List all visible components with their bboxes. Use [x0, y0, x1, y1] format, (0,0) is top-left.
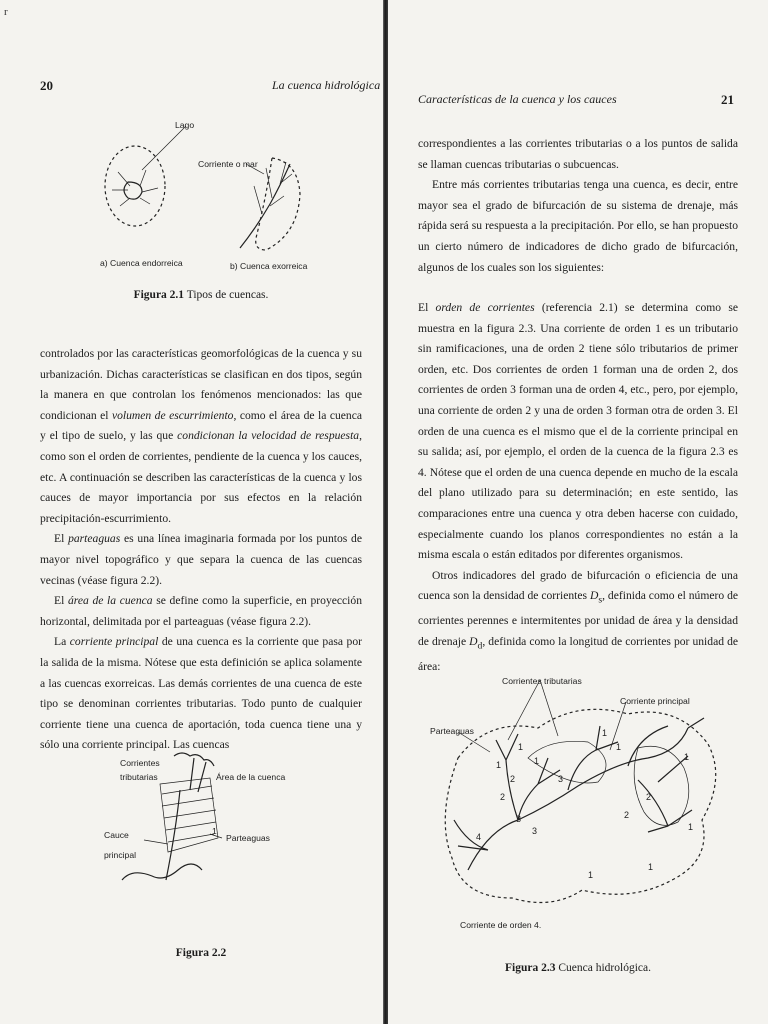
figure-2-1-number: Figura 2.1 — [133, 289, 185, 301]
stream-order-label: 3 — [532, 826, 538, 836]
text-run: , como son el orden de corrientes, pendiente de la cuenca y los cauces, etc. A continuación se describen las características de la cuenca y los cauces de mayor importancia por sus efectos en la relación precipitación-escurrimiento. — [40, 429, 362, 525]
label-cuenca-endorreica: a) Cuenca endorreica — [100, 258, 183, 268]
label-principal: principal — [104, 850, 137, 860]
text-run: área de la cuenca — [67, 594, 153, 608]
figure-2-3-text: Cuenca hidrológica. — [558, 962, 651, 974]
text-run: El — [418, 301, 436, 314]
stream-order-label: 2 — [624, 810, 630, 820]
label-parteaguas-2-2: Parteaguas — [226, 833, 270, 843]
figure-2-1-drawing — [0, 110, 384, 290]
running-head-right: Características de la cuenca y los cauces — [418, 92, 617, 106]
figure-2-3-number: Figura 2.3 — [505, 962, 556, 974]
label-parteaguas-2-3: Parteaguas — [430, 726, 474, 736]
figure-2-1-text: Tipos de cuencas. — [186, 289, 269, 301]
right-page — [388, 0, 768, 1024]
left-body-text — [40, 344, 362, 756]
stream-order-label: 4 — [476, 832, 482, 842]
page-number-left: 20 — [40, 78, 53, 93]
text-run: condicionan la velocidad de respuesta — [177, 429, 360, 443]
figure-2-2-caption — [40, 947, 362, 959]
stream-order-label: 1 — [688, 822, 694, 832]
text-run: s — [598, 594, 603, 606]
figure-2-2-drawing — [0, 744, 384, 904]
label-corriente-o-mar: Corriente o mar — [198, 159, 258, 169]
text-run: correspondientes a las corrientes tributarias o a los puntos de salida se llaman cuencas tributarias o subcuencas. — [418, 137, 738, 171]
stream-order-label: 1 — [588, 870, 594, 880]
stream-order-label: 1 — [496, 760, 502, 770]
stream-order-labels — [476, 728, 693, 880]
text-run: (referencia 2.1) se determina como se muestra en la figura 2.3. Una corriente de orden 1 es un tributario sin ramificaciones, una de orden 2 tiene sólo tributarios de primer orden, etc. Dos corrientes de orden 1 forman una de orden 2, dos corrientes de orden 3 forman una de orden 4, etc., pero, por ejemplo, una corriente de orden 2 y una de orden 3 forman otra de orden 3. El orden de una cuenca es el mismo que el de la corriente principal en su salida; así, por ejemplo, el orden de la cuenca de la figura 2.3 es 4. Nótese que el orden de una cuenca depende en mucho de la escala del plano utilizado para su determinación; en este sentido, las comparaciones entre una cuenca y otra deben hacerse con cuidado, especialmente cuando los planos correspondientes no están a la misma escala o están editados por diferentes organismos. — [418, 301, 738, 562]
stream-order-label: 2 — [500, 792, 506, 802]
stream-order-label: 3 — [558, 774, 564, 784]
text-run: se define como la superficie, en proyección horizontal, delimitada por el parteaguas (véase figura 2.2). — [40, 594, 362, 628]
text-run: , definida como la longitud de corrientes por unidad de área: — [418, 634, 739, 673]
right-para-2 — [418, 175, 738, 278]
text-run: Entre más corrientes tributarias tenga una cuenca, es decir, entre mayor sea el grado de bifurcación de su sistema de drenaje, más rápida será su respuesta a la precipitación. Por ello, se han propuesto un cierto número de indicadores de dicho grado de bifurcación, algunos de los cuales son los siguientes: — [418, 178, 738, 274]
text-run: de una cuenca es la corriente que pasa por la salida de la misma. Nótese que esta definición se aplica solamente a las cuencas exorreicas. Las demás corrientes de una cuenca de este tipo se denominan corrientes tributarias. Todo punto de cualquier corriente tiene una cuenca de aportación, toda cuenca tiene una y sólo una corriente principal. Las cuencas — [40, 635, 362, 752]
label-corrientes: Corrientes — [120, 758, 160, 768]
stream-order-label: 2 — [646, 792, 652, 802]
text-run: volumen de escurrimiento — [111, 408, 234, 422]
label-cauce: Cauce — [104, 830, 129, 840]
figure-2-1-caption — [40, 289, 362, 301]
label-corrientes-tributarias: Corrientes tributarias — [502, 676, 582, 686]
text-run: orden de corrientes — [435, 301, 535, 314]
text-run: El — [54, 532, 69, 546]
running-head-left: La cuenca hidrológica — [272, 78, 381, 92]
text-run: corriente principal — [69, 635, 159, 649]
text-run: es una línea imaginaria formada por los puntos de mayor nivel topográfico y que separa la cuenca de las cuencas vecinas (véase figura 2.2). — [40, 532, 363, 587]
stream-order-label: 1 — [534, 756, 540, 766]
stream-order-label: 1 — [616, 742, 622, 752]
label-tributarias: tributarias — [120, 772, 158, 782]
page-number-right: 21 — [721, 92, 734, 107]
left-para-3 — [40, 591, 362, 632]
label-order-one: 1 — [212, 826, 217, 836]
stream-order-label: 1 — [648, 862, 654, 872]
right-para-4 — [418, 566, 738, 678]
text-run: El — [54, 594, 68, 608]
text-run: La — [54, 635, 70, 649]
label-lago: Lago — [175, 120, 195, 130]
stream-order-label: 3 — [516, 814, 522, 824]
label-corriente-principal: Corriente principal — [620, 696, 690, 706]
left-para-2 — [40, 529, 362, 591]
stream-order-label: 2 — [510, 774, 516, 784]
text-run: d — [477, 640, 483, 652]
left-para-4 — [40, 632, 362, 756]
text-run: D — [589, 589, 599, 603]
right-para-3 — [418, 298, 738, 566]
right-body-text-bottom — [418, 298, 738, 677]
right-para-1 — [418, 134, 738, 175]
text-run: D — [469, 634, 478, 648]
text-run: parteaguas — [68, 532, 121, 546]
label-area-de-la-cuenca: Área de la cuenca — [216, 772, 286, 782]
figure-2-2-number: Figura 2.2 — [175, 947, 227, 959]
text-run: controlados por las características geomorfológicas de la cuenca y su urbanización. Dichas características se clasifican en dos tipos, según la manera en que controlan los fenómenos mencionados: las que condicionan el — [40, 347, 362, 422]
stream-order-label: 1 — [684, 752, 690, 762]
text-run: , como el área de la cuenca y el tipo de suelo, y las que — [40, 408, 362, 443]
stream-order-label: 1 — [602, 728, 608, 738]
scan-mark: r — [4, 6, 8, 18]
text-run: , definida como el número de corrientes perennes e intermitentes por unidad de área y la densidad de drenaje — [418, 589, 739, 648]
figure-2-3-caption — [418, 962, 738, 974]
stream-order-label: 1 — [518, 742, 524, 752]
label-corriente-orden-4: Corriente de orden 4. — [460, 920, 542, 930]
figure-2-3-drawing — [388, 670, 768, 930]
right-body-text-top — [418, 134, 738, 278]
label-cuenca-exorreica: b) Cuenca exorreica — [230, 261, 308, 271]
text-run: Otros indicadores del grado de bifurcación o eficiencia de una cuenca son la densidad de corrientes — [418, 568, 738, 603]
left-para-1 — [40, 344, 362, 529]
